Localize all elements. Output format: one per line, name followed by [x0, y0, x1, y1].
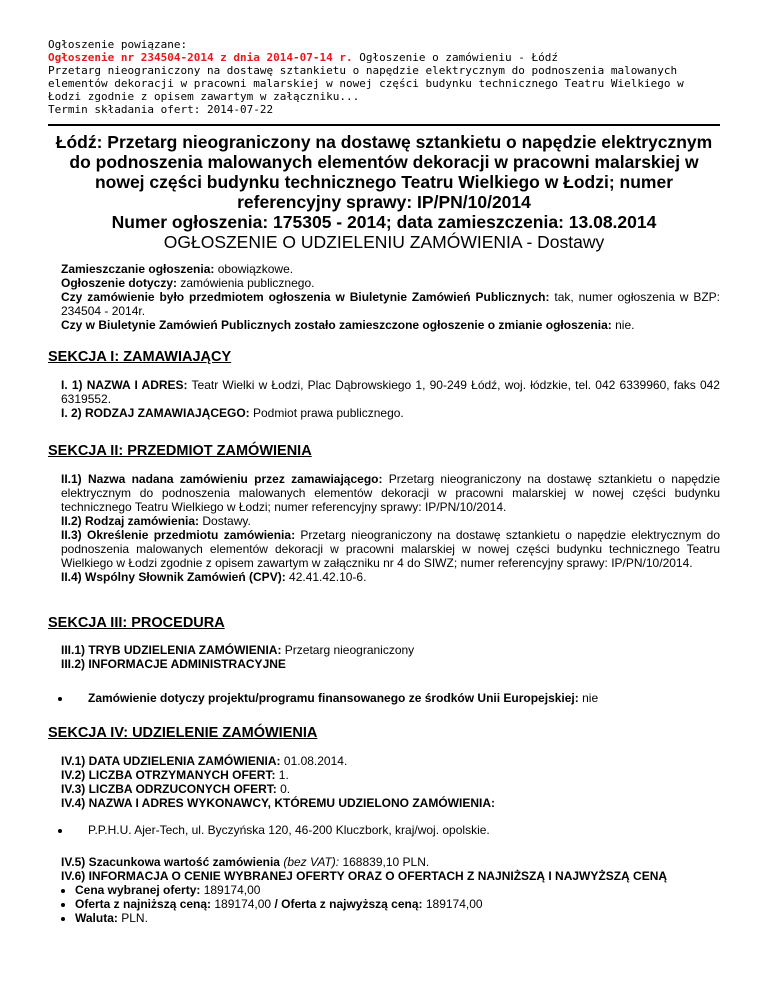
section-item: III.1) TRYB UDZIELENIA ZAMÓWIENIA: Przetarg nieograniczony: [61, 643, 415, 657]
list-item: • Waluta: PLN.: [75, 911, 720, 925]
section-item: I. 1) NAZWA I ADRES: Teatr Wielki w Łodzi, Plac Dąbrowskiego 1, 90-249 Łódź, woj. łódzkie, tel. 042 6339960, faks 042 6319552.: [61, 378, 720, 406]
related-notice-link[interactable]: Ogłoszenie nr 234504-2014 z dnia 2014-07-14 r.: [48, 51, 353, 64]
notice-type: OGŁOSZENIE O UDZIELENIU ZAMÓWIENIA - Dostawy: [163, 232, 605, 252]
intro-line: Czy w Biuletynie Zamówień Publicznych zostało zamieszczone ogłoszenie o zmianie ogłoszenia: nie.: [61, 318, 635, 332]
intro-line: Ogłoszenie dotyczy: zamówienia publicznego.: [61, 276, 315, 290]
list-item: • Oferta z najniższą ceną: 189174,00 / Oferta z najwyższą ceną: 189174,00: [75, 897, 720, 911]
section-3-heading: SEKCJA III: PROCEDURA: [48, 615, 225, 631]
related-notice-description: Przetarg nieograniczony na dostawę sztankietu o napędzie elektrycznym do podnoszenia malowanych elementów dekoracji w pracowni malarskiej w nowej części budynku technicznego Teatru Wielkiego w Łodzi zgodnie z opisem zawartym w załączniku...: [48, 64, 684, 103]
section-4-body: [61, 754, 720, 810]
section-3-body: [61, 643, 720, 671]
section-item: II.2) Rodzaj zamówienia: Dostawy.: [61, 514, 251, 528]
section-4-values: [61, 855, 720, 925]
list-item: • Cena wybranej oferty: 189174,00: [75, 883, 720, 897]
contractor-item: • P.P.H.U. Ajer-Tech, ul. Byczyńska 120, 46-200 Kluczbork, kraj/woj. opolskie.: [72, 823, 720, 837]
related-notice-header: [48, 38, 720, 116]
section-4-heading: SEKCJA IV: UDZIELENIE ZAMÓWIENIA: [48, 725, 318, 741]
section-3-bullets: [48, 691, 720, 705]
related-label: Ogłoszenie powiązane:: [48, 38, 188, 51]
section-item: II.1) Nazwa nadana zamówieniu przez zamawiającego: Przetarg nieograniczony na dostawę sztankietu o napędzie elektrycznym do podnoszenia malowanych elementów dekoracji w pracowni malarskiej w nowej części budynku technicznego Teatru Wielkiego w Łodzi; numer referencyjny sprawy: IP/PN/10/2014.: [61, 472, 720, 514]
notice-number: Numer ogłoszenia: 175305 - 2014; data zamieszczenia: 13.08.2014: [111, 212, 657, 232]
intro-line: Zamieszczanie ogłoszenia: obowiązkowe.: [61, 262, 294, 276]
section-item: III.2) INFORMACJE ADMINISTRACYJNE: [61, 657, 286, 671]
section-1-heading: SEKCJA I: ZAMAWIAJĄCY: [48, 349, 232, 365]
section-1-body: [61, 378, 720, 420]
section-item: I. 2) RODZAJ ZAMAWIAJĄCEGO: Podmiot prawa publicznego.: [61, 406, 404, 420]
offer-deadline: Termin składania ofert: 2014-07-22: [48, 103, 274, 116]
section-item: II.3) Określenie przedmiotu zamówienia: Przetarg nieograniczony na dostawę sztankietu o napędzie elektrycznym do podnoszenia malowanych elementów dekoracji w pracowni malarskiej w nowej części budynku technicznego Teatru Wielkiego w Łodzi zgodnie z opisem zawartym w załączniku nr 4 do SIWZ; numer referencyjny sprawy: IP/PN/10/2014.: [61, 528, 720, 570]
section-2-body: [61, 472, 720, 584]
section-item: II.4) Wspólny Słownik Zamówień (CPV): 42.41.42.10-6.: [61, 570, 367, 584]
section-item: IV.4) NAZWA I ADRES WYKONAWCY, KTÓREMU UDZIELONO ZAMÓWIENIA:: [61, 796, 495, 810]
document-title-block: [48, 132, 720, 252]
section-item: IV.3) LICZBA ODRZUCONYCH OFERT: 0.: [61, 782, 291, 796]
document-title: Łódź: Przetarg nieograniczony na dostawę sztankietu o napędzie elektrycznym do podnoszenia malowanych elementów dekoracji w pracowni malarskiej w nowej części budynku technicznego Teatru Wielkiego w Łodzi; numer referencyjny sprawy: IP/PN/10/2014: [55, 132, 713, 212]
estimated-value: IV.5) Szacunkowa wartość zamówienia (bez VAT): 168839,10 PLN.: [61, 855, 430, 869]
section-item: IV.1) DATA UDZIELENIA ZAMÓWIENIA: 01.08.2014.: [61, 754, 348, 768]
list-item: • Zamówienie dotyczy projektu/programu finansowanego ze środków Unii Europejskiej: nie: [72, 691, 720, 705]
price-info-heading: IV.6) INFORMACJA O CENIE WYBRANEJ OFERTY ORAZ O OFERTACH Z NAJNIŻSZĄ I NAJWYŻSZĄ CENĄ: [61, 869, 668, 883]
section-2-heading: SEKCJA II: PRZEDMIOT ZAMÓWIENIA: [48, 443, 312, 459]
contractor-list: [48, 823, 720, 837]
header-divider: [48, 124, 720, 126]
section-item: IV.2) LICZBA OTRZYMANYCH OFERT: 1.: [61, 768, 289, 782]
intro-section: [61, 262, 720, 332]
related-notice-line: Ogłoszenie nr 234504-2014 z dnia 2014-07-14 r. Ogłoszenie o zamówieniu - Łódź: [48, 51, 558, 64]
intro-line: Czy zamówienie było przedmiotem ogłoszenia w Biuletynie Zamówień Publicznych: tak, numer ogłoszenia w BZP: 234504 - 2014r.: [61, 290, 720, 318]
